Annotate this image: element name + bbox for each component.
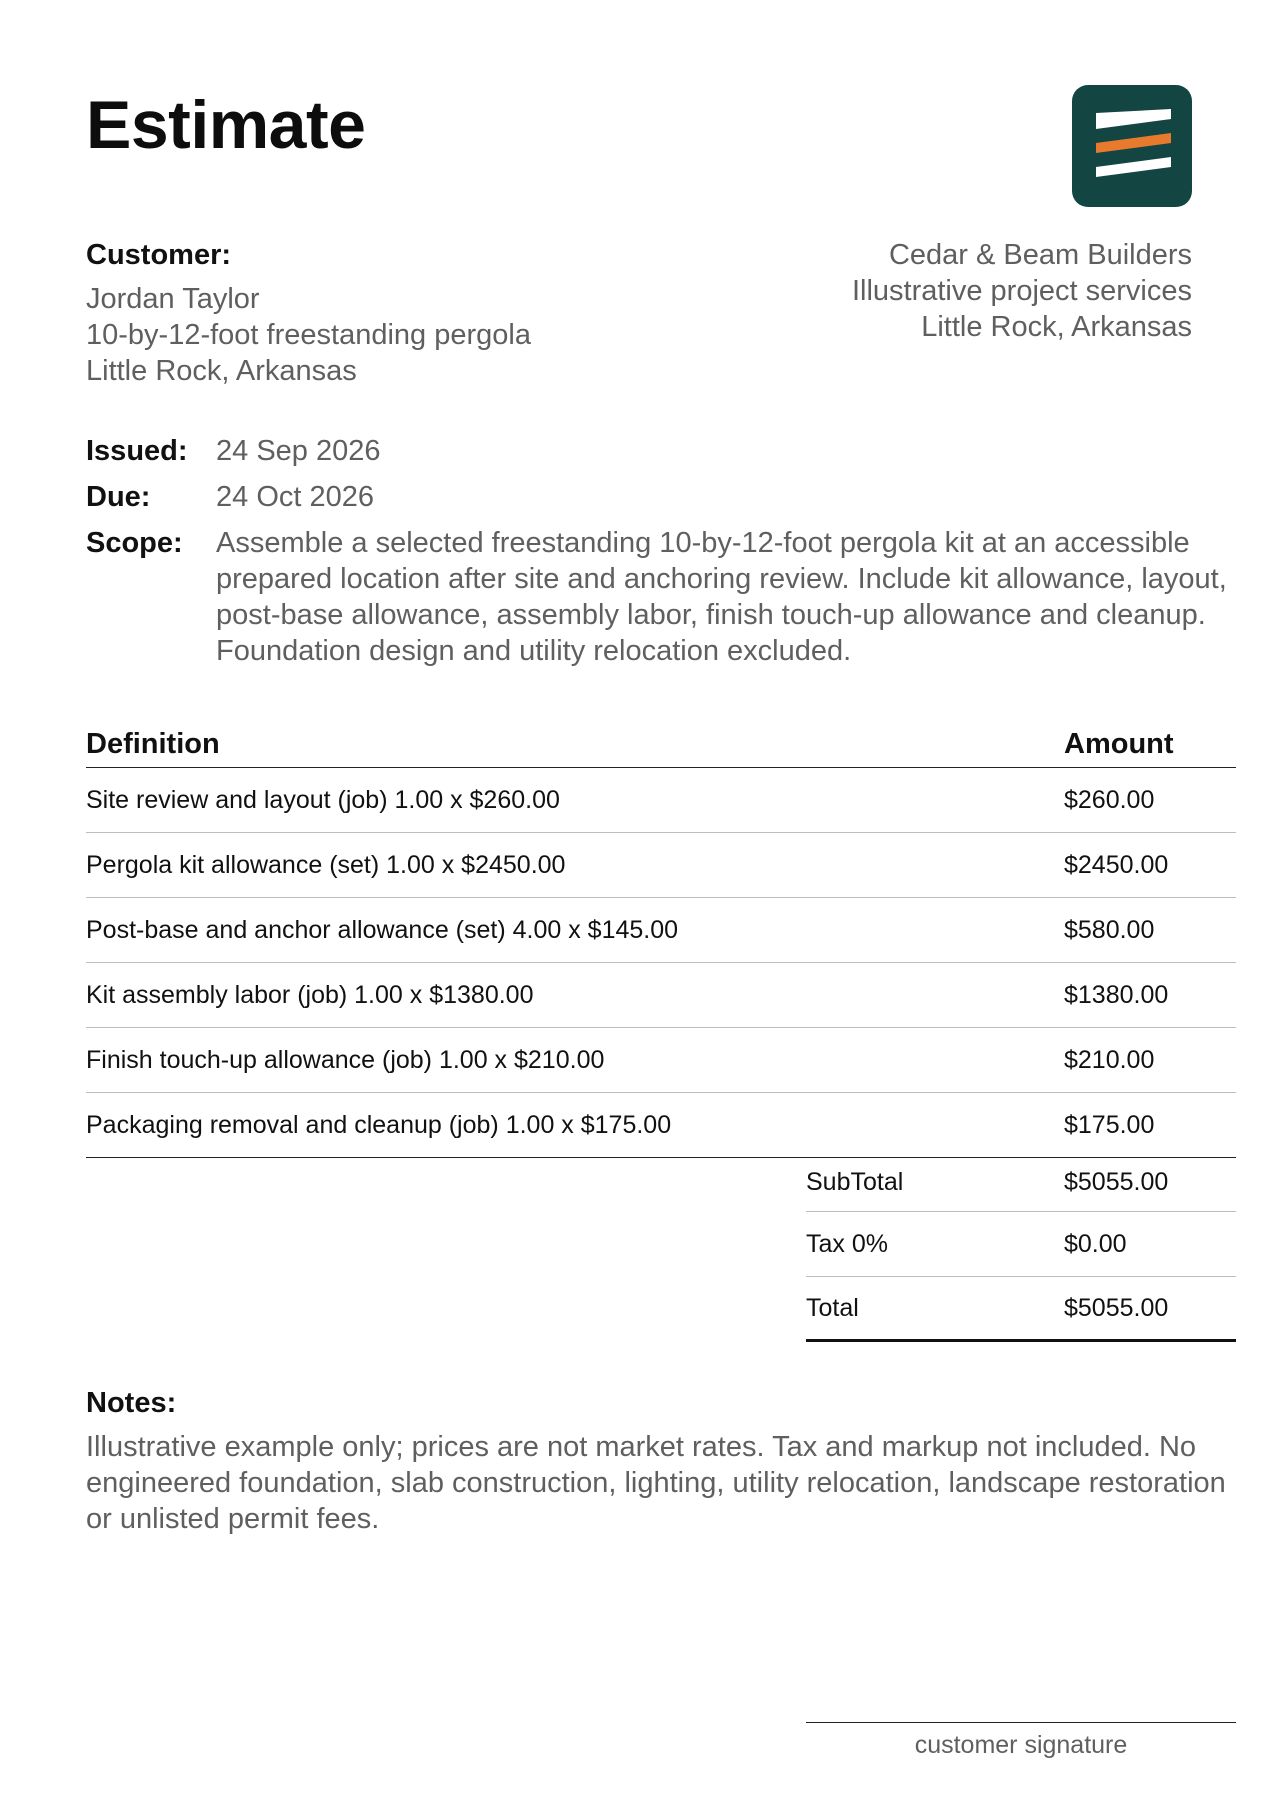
total-value: $5055.00 <box>1064 1293 1169 1322</box>
subtotal-row <box>806 1154 1236 1212</box>
customer-location: Little Rock, Arkansas <box>86 355 357 387</box>
company-name: Cedar & Beam Builders <box>888 239 1192 271</box>
totals-summary <box>806 1154 1236 1342</box>
table-row <box>86 768 1236 833</box>
line-item-amount: $210.00 <box>1064 1045 1155 1074</box>
line-item-amount: $175.00 <box>1064 1110 1155 1139</box>
table-row <box>86 1028 1236 1093</box>
customer-project: 10-by-12-foot freestanding pergola <box>86 319 531 351</box>
line-item-definition: Pergola kit allowance (set) 1.00 x $2450.00 <box>86 850 566 879</box>
tax-value: $0.00 <box>1064 1229 1127 1258</box>
customer-info <box>86 237 531 389</box>
definition-header: Definition <box>86 728 220 760</box>
due-date: 24 Oct 2026 <box>216 481 374 513</box>
issued-row <box>86 433 1246 469</box>
line-item-definition: Post-base and anchor allowance (set) 4.00 x $145.00 <box>86 915 679 944</box>
line-item-definition: Site review and layout (job) 1.00 x $260.00 <box>86 785 560 814</box>
customer-name: Jordan Taylor <box>86 283 260 315</box>
line-item-amount: $2450.00 <box>1064 850 1169 879</box>
estimate-meta <box>86 433 1246 679</box>
company-logo <box>1072 85 1192 207</box>
document-title: Estimate <box>86 87 366 163</box>
table-row <box>86 963 1236 1028</box>
line-item-amount: $1380.00 <box>1064 980 1169 1009</box>
total-label: Total <box>806 1293 859 1322</box>
customer-signature-line <box>806 1722 1236 1760</box>
table-header <box>86 722 1236 768</box>
company-tagline: Illustrative project services <box>851 275 1192 307</box>
notes-text: Illustrative example only; prices are not market rates. Tax and markup not included. No engineered foundation, slab construction, lighting, utility relocation, landscape restoration or unlisted permit fees. <box>86 1431 1226 1535</box>
scope-text: Assemble a selected freestanding 10-by-12-foot pergola kit at an accessible prepared location after site and anchoring review. Include kit allowance, layout, post-base allowance, assembly labor, finish touch-up allowance and cleanup. Foundation design and utility relocation excluded. <box>216 527 1227 667</box>
stacked-planks-logo-icon <box>1072 85 1192 207</box>
subtotal-value: $5055.00 <box>1064 1168 1169 1196</box>
line-item-amount: $260.00 <box>1064 785 1155 814</box>
issued-label: Issued: <box>86 435 188 467</box>
table-row <box>86 1093 1236 1158</box>
line-item-amount: $580.00 <box>1064 915 1155 944</box>
customer-label: Customer: <box>86 239 232 271</box>
company-info <box>692 237 1192 345</box>
table-row <box>86 898 1236 963</box>
table-row <box>86 833 1236 898</box>
notes-section <box>86 1385 1236 1537</box>
tax-label: Tax 0% <box>806 1229 888 1258</box>
issued-date: 24 Sep 2026 <box>216 435 381 467</box>
subtotal-label: SubTotal <box>806 1168 904 1196</box>
line-item-definition: Kit assembly labor (job) 1.00 x $1380.00 <box>86 980 534 1009</box>
due-row <box>86 479 1246 515</box>
line-item-definition: Finish touch-up allowance (job) 1.00 x $210.00 <box>86 1045 605 1074</box>
amount-header: Amount <box>1064 728 1174 760</box>
tax-row <box>806 1212 1236 1277</box>
notes-label: Notes: <box>86 1387 177 1419</box>
company-location: Little Rock, Arkansas <box>921 311 1192 343</box>
total-row <box>806 1277 1236 1342</box>
line-item-definition: Packaging removal and cleanup (job) 1.00 x $175.00 <box>86 1110 672 1139</box>
scope-row <box>86 525 1246 669</box>
signature-label: customer signature <box>914 1731 1128 1759</box>
scope-label: Scope: <box>86 527 183 559</box>
line-items-table <box>86 722 1236 1158</box>
due-label: Due: <box>86 481 151 513</box>
